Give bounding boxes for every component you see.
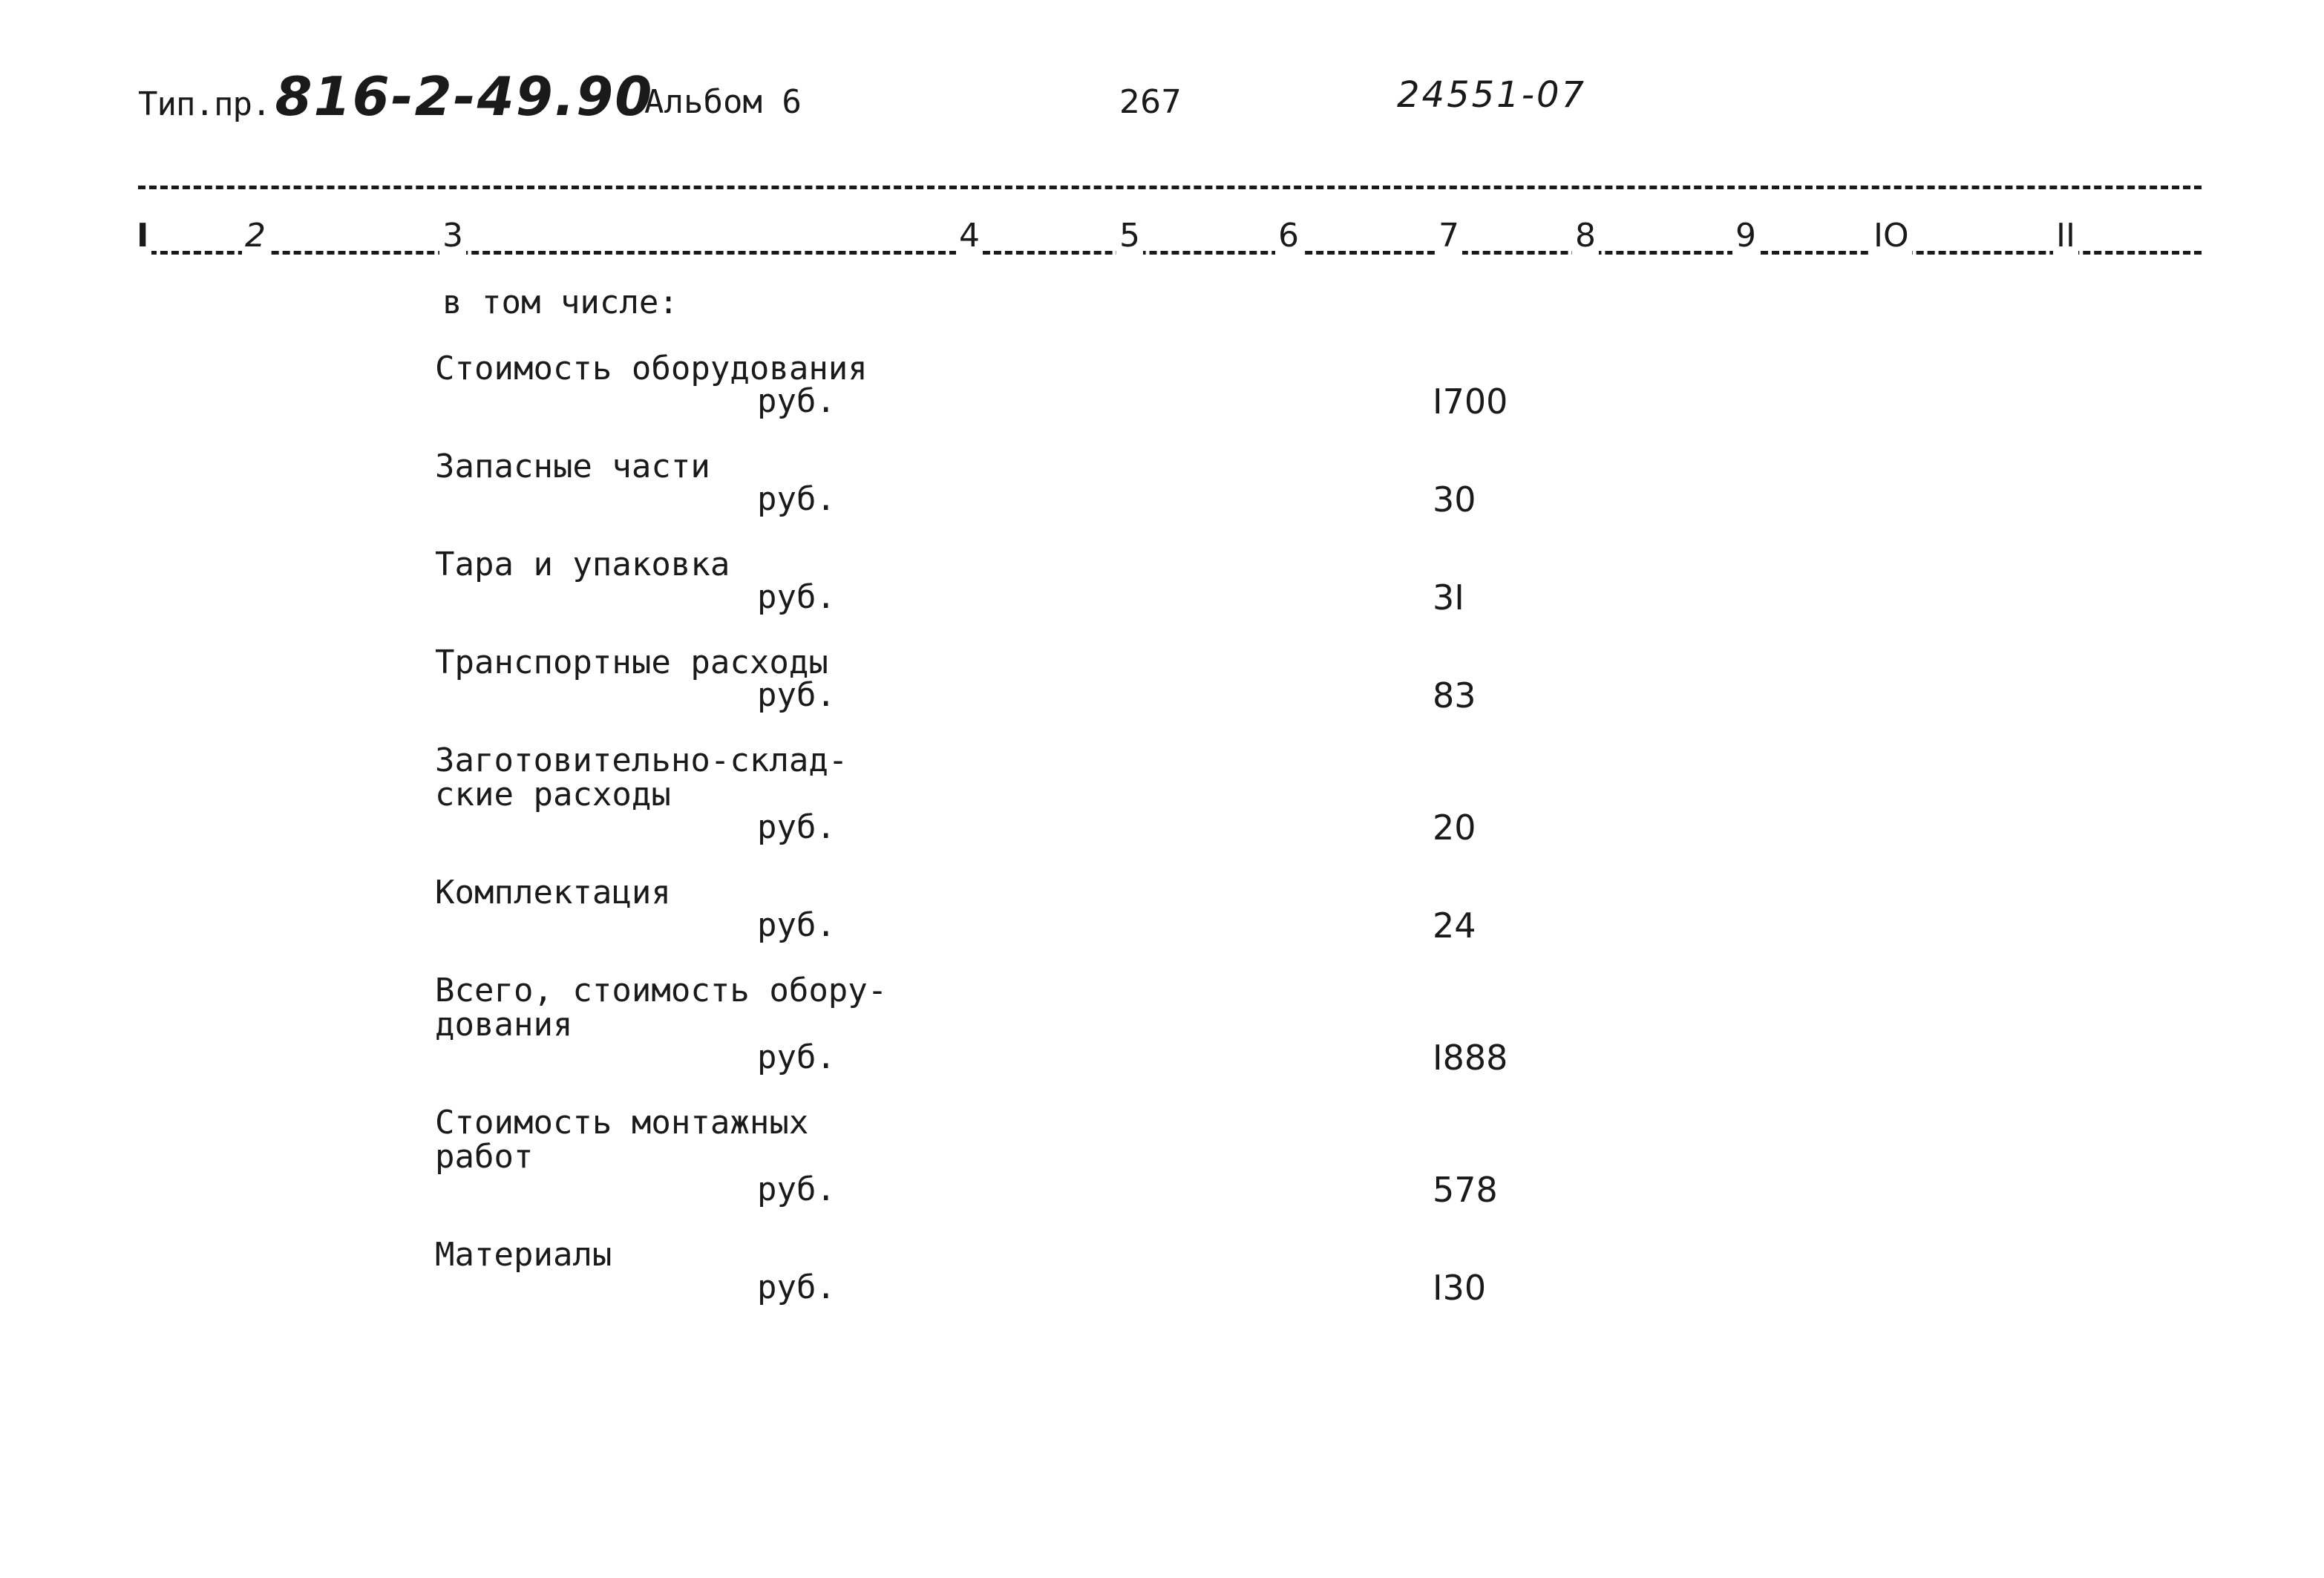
cost-value: I30 [1433, 1268, 1487, 1308]
column-number: 6 [1275, 217, 1302, 255]
column-number: 3 [439, 217, 466, 255]
section-subtitle: в том числе: [442, 284, 678, 321]
cost-unit: руб. [757, 1038, 836, 1076]
cost-label: Стоимость оборудования [435, 350, 868, 387]
header-divider [138, 186, 2202, 189]
tip-label: Тип.пр. [138, 85, 271, 123]
cost-unit: руб. [757, 1268, 836, 1306]
cost-unit: руб. [757, 480, 836, 518]
cost-breakdown [435, 285, 2216, 1336]
column-number: 9 [1732, 217, 1759, 255]
cost-unit: руб. [757, 906, 836, 944]
cost-row [435, 741, 2216, 849]
cost-unit: руб. [757, 676, 836, 714]
column-number: IO [1870, 217, 1912, 255]
cost-label: Заготовительно-склад- ские расходы [435, 741, 848, 813]
cost-row [435, 876, 2216, 947]
cost-unit: руб. [757, 1171, 836, 1208]
cost-value: I700 [1433, 382, 1508, 422]
page-number: 267 [1119, 83, 1182, 121]
cost-row [435, 1106, 2216, 1211]
cost-label: Материалы [435, 1236, 612, 1274]
cost-label: Стоимость монтажных работ [435, 1104, 809, 1176]
cost-value: 30 [1433, 479, 1476, 520]
cost-row [435, 548, 2216, 619]
cost-label: Комплектация [435, 874, 671, 911]
cost-unit: руб. [757, 578, 836, 616]
cost-row [435, 646, 2216, 717]
cost-value: 83 [1433, 675, 1476, 716]
column-number: II [2053, 217, 2078, 255]
cost-value: 3I [1433, 577, 1464, 618]
cost-unit: руб. [757, 808, 836, 846]
project-code: 816-2-49.90 [275, 65, 654, 128]
column-number: 2 [242, 217, 269, 255]
cost-value: 20 [1433, 808, 1476, 848]
cost-value: 578 [1433, 1170, 1498, 1210]
column-number: 4 [956, 217, 983, 255]
column-number: 8 [1572, 217, 1599, 255]
cost-label: Всего, стоимость обору- дования [435, 972, 888, 1044]
cost-row [435, 352, 2216, 423]
project-reference [138, 65, 653, 128]
cost-row [435, 1238, 2216, 1309]
column-number: 5 [1116, 217, 1143, 255]
column-number: 7 [1436, 217, 1462, 255]
cost-label: Запасные части [435, 448, 710, 485]
column-number: I [134, 217, 151, 255]
document-code: 24551-07 [1397, 74, 1587, 116]
album-label: Альбом 6 [644, 83, 802, 121]
cost-row [435, 974, 2216, 1079]
cost-row [435, 450, 2216, 521]
cost-value: I888 [1433, 1038, 1508, 1078]
cost-value: 24 [1433, 906, 1476, 946]
cost-label: Тара и упаковка [435, 546, 730, 583]
cost-label: Транспортные расходы [435, 644, 828, 681]
cost-unit: руб. [757, 382, 836, 420]
